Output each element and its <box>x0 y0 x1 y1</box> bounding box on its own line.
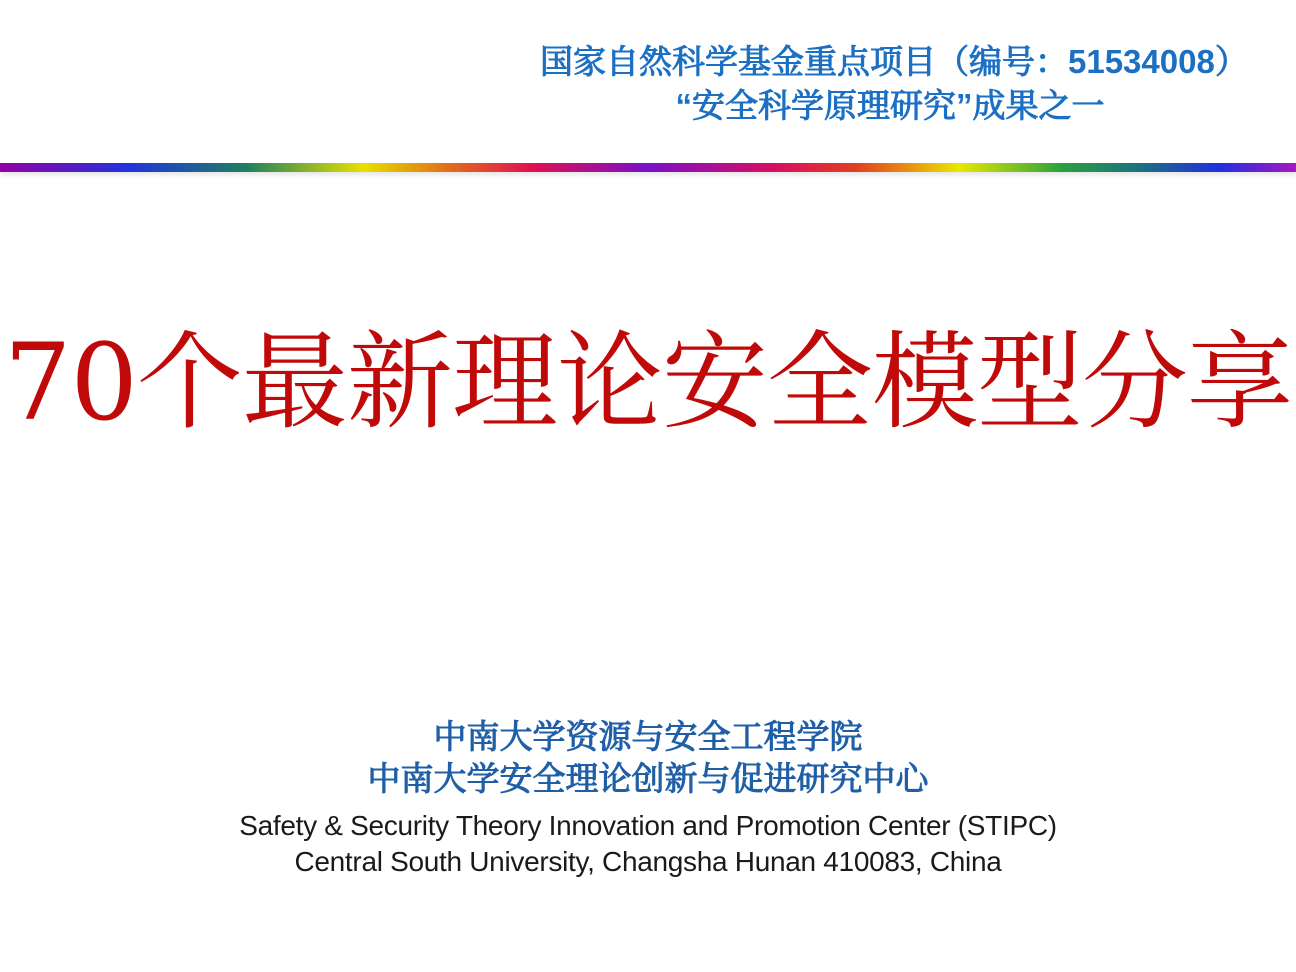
affiliation-en-line1: Safety & Security Theory Innovation and Promotion Center (STIPC) <box>239 810 1057 842</box>
project-attribution <box>540 40 1248 127</box>
affiliation-cn-line1: 中南大学资源与安全工程学院 <box>433 718 863 755</box>
project-attribution-line2: “安全科学原理研究”成果之一 <box>675 86 1105 124</box>
affiliation-en-line2: Central South University, Changsha Hunan 410083, China <box>294 845 1002 877</box>
slide-title: 70个最新理论安全模型分享 <box>4 321 1292 444</box>
affiliation-block <box>0 716 1296 879</box>
rainbow-divider-line <box>0 163 1296 172</box>
project-attribution-line1: 国家自然科学基金重点项目（编号：51534008） <box>540 43 1248 80</box>
affiliation-cn-line2: 中南大学安全理论创新与促进研究中心 <box>367 760 929 798</box>
